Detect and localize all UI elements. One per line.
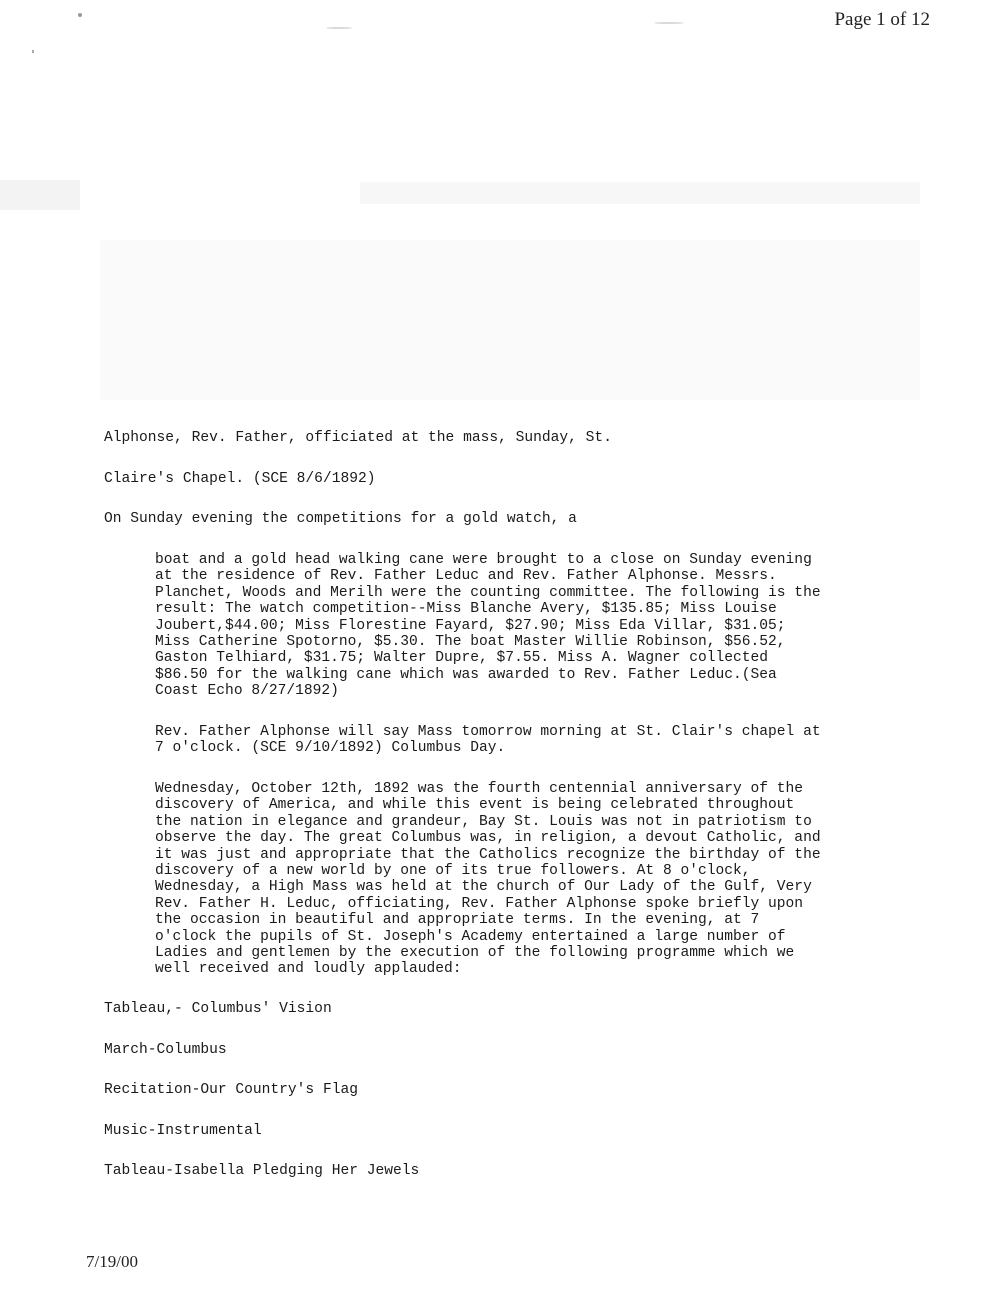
paragraph-competitions: boat and a gold head walking cane were brought to a close on Sunday evening at the residence of Rev. Father Leduc and Rev. Father Alphonse. Messrs. Planchet, Woods and Merilh were the counting committee. The following is the result: The watch competition--Miss Blanche Avery, $135.85; Miss Louise Joubert,$44.00; Miss Florestine Fayard, $27.90; Miss Eda Villar, $31.05; Miss Catherine Spotorno, $5.30. The boat Master Willie Robinson, $56.52, Gaston Telhiard, $31.75; Walter Dupre, $7.55. Miss A. Wagner collected $86.50 for the walking cane which was awarded to Rev. Father Leduc.(Sea Coast Echo 8/27/1892) (155, 552, 821, 700)
text-line-1: Alphonse, Rev. Father, officiated at the mass, Sunday, St. (104, 430, 612, 446)
programme-item: Music-Instrumental (104, 1123, 262, 1139)
scan-mark (78, 13, 82, 17)
programme-item: March-Columbus (104, 1042, 227, 1058)
footer-date: 7/19/00 (86, 1252, 138, 1271)
scan-mark (32, 50, 34, 53)
scan-mark (654, 22, 684, 24)
programme-item: Tableau-Isabella Pledging Her Jewels (104, 1163, 420, 1179)
programme-item: Recitation-Our Country's Flag (104, 1082, 358, 1098)
page-number: Page 1 of 12 (834, 9, 930, 30)
paragraph-mass-notice: Rev. Father Alphonse will say Mass tomorrow morning at St. Clair's chapel at 7 o'clock. (SCE 9/10/1892) Columbus Day. (155, 724, 821, 757)
scan-mark (326, 27, 352, 29)
text-line-2: Claire's Chapel. (SCE 8/6/1892) (104, 471, 376, 487)
scan-smudge (100, 240, 920, 400)
text-line-3: On Sunday evening the competitions for a gold watch, a (104, 511, 577, 527)
scan-smudge (360, 182, 920, 204)
programme-item: Tableau,- Columbus' Vision (104, 1001, 332, 1017)
paragraph-columbus-day: Wednesday, October 12th, 1892 was the fourth centennial anniversary of the discovery of America, and while this event is being celebrated throughout the nation in elegance and grandeur, Bay St. Louis was not in patriotism to observe the day. The great Columbus was, in religion, a devout Catholic, and it was just and appropriate that the Catholics recognize the birthday of the discovery of a new world by one of its true followers. At 8 o'clock, Wednesday, a High Mass was held at the church of Our Lady of the Gulf, Very Rev. Father H. Leduc, officiating, Rev. Father Alphonse spoke briefly upon the occasion in beautiful and appropriate terms. In the evening, at 7 o'clock the pupils of St. Joseph's Academy entertained a large number of Ladies and gentlemen by the execution of the following programme which we well received and loudly applauded: (155, 781, 821, 978)
scan-smudge (0, 180, 80, 210)
